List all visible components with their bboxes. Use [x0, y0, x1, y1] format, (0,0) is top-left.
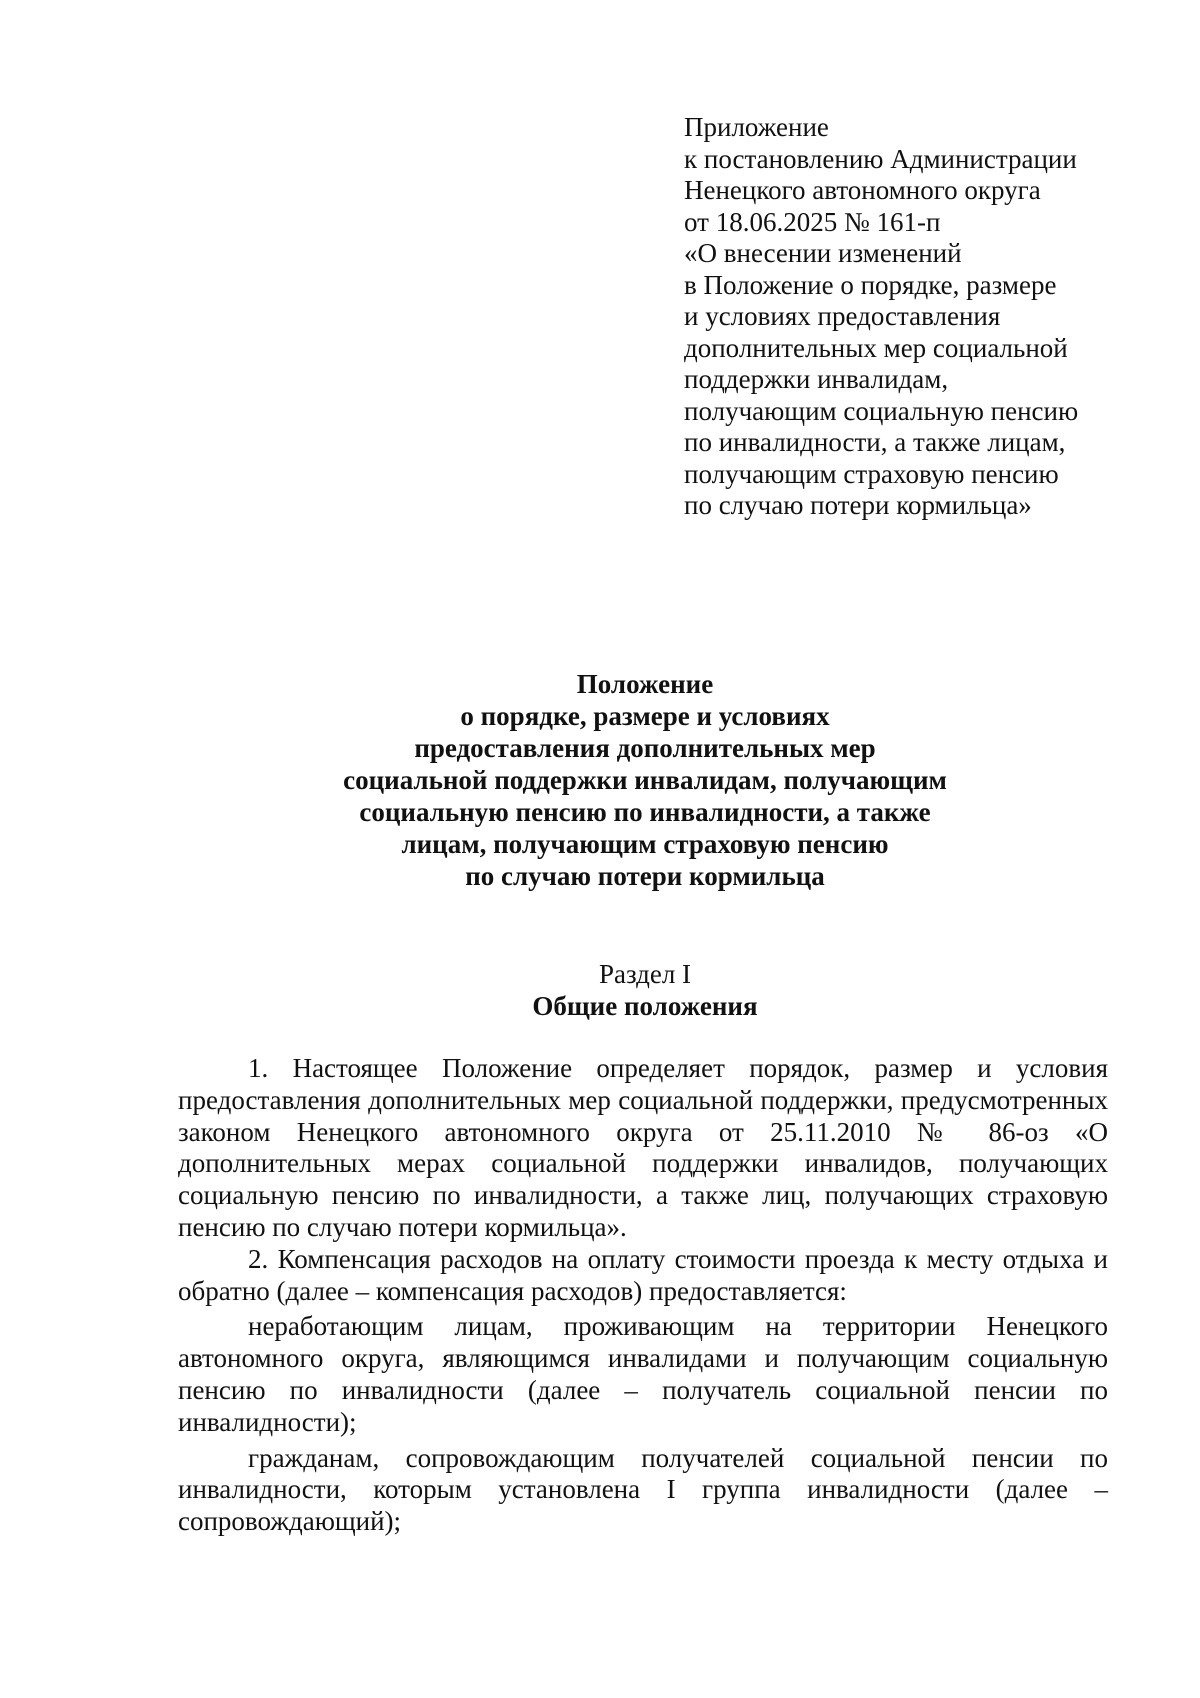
annex-line: в Положение о порядке, размере — [684, 269, 1057, 300]
annex-line: поддержки инвалидам, — [684, 364, 949, 394]
title-line: социальную пенсию по инвалидности, а также — [359, 797, 931, 827]
annex-line: Ненецкого автономного округа — [684, 175, 1041, 205]
annex-line: «О внесении изменений — [684, 238, 962, 268]
annex-header — [684, 112, 1154, 522]
body-text — [178, 1053, 1108, 1538]
annex-line: получающим страховую пенсию — [684, 458, 1059, 489]
title-line: предоставления дополнительных мер — [414, 733, 876, 763]
title-line: лицам, получающим страховую пенсию — [401, 829, 889, 859]
paragraph: неработающим лицам, проживающим на территории Ненецкого автономного округа, являющимся инвалидами и получающим социальную пенсию по инвалидности (далее – получатель социальной пенсии по инвалидности); — [178, 1311, 1108, 1437]
section-heading — [200, 958, 1090, 1022]
annex-line: и условиях предоставления — [684, 301, 1001, 331]
annex-line: дополнительных мер социальной — [684, 332, 1068, 363]
title-line: по случаю потери кормильца — [465, 861, 825, 891]
paragraph: 2. Компенсация расходов на оплату стоимости проезда к месту отдыха и обратно (далее – компенсация расходов) предоставляется: — [178, 1243, 1108, 1306]
section-number: Раздел I — [598, 959, 692, 989]
annex-line: к постановлению Администрации — [684, 143, 1077, 174]
paragraph: 1. Настоящее Положение определяет порядок, размер и условия предоставления дополнительных мер социальной поддержки, предусмотренных законом Ненецкого автономного округа от 25.11.2010 № 86-оз «О дополнительных мерах социальной поддержки инвалидов, получающих социальную пенсию по инвалидности, а также лиц, получающих страховую пенсию по случаю потери кормильца». — [178, 1053, 1108, 1242]
title-line: социальной поддержки инвалидам, получающим — [343, 765, 947, 795]
annex-line: получающим социальную пенсию — [684, 395, 1079, 426]
title-line: о порядке, размере и условиях — [460, 701, 830, 731]
annex-line: по инвалидности, а также лицам, — [684, 427, 1066, 457]
document-title — [200, 668, 1090, 892]
section-name: Общие положения — [532, 991, 758, 1021]
title-line: Положение — [576, 669, 714, 699]
annex-line: Приложение — [684, 112, 829, 142]
annex-line: по случаю потери кормильца» — [684, 490, 1032, 520]
paragraph: гражданам, сопровождающим получателей социальной пенсии по инвалидности, которым установлена I группа инвалидности (далее – сопровождающий); — [178, 1442, 1108, 1537]
annex-line: от 18.06.2025 № 161-п — [684, 206, 941, 237]
